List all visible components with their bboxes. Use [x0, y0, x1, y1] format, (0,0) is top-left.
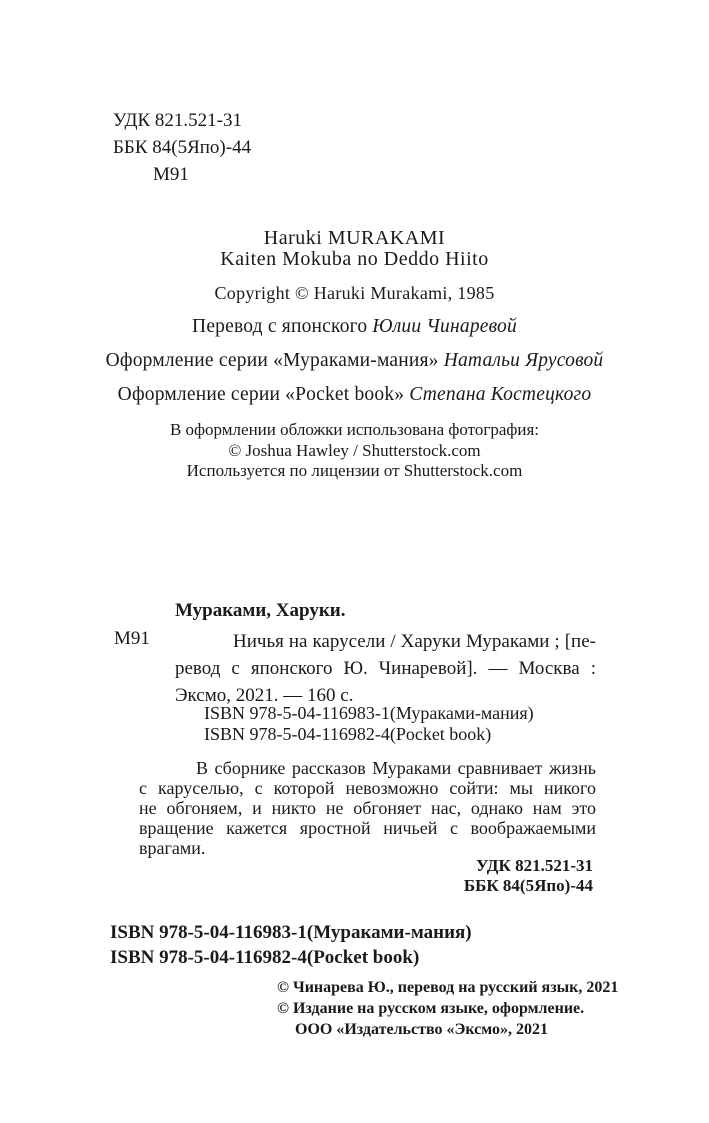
udk-code: УДК 821.521-31	[113, 110, 242, 131]
catalog-entry-line: ревод с японского Ю. Чинаревой]. — Москва :	[175, 658, 596, 679]
series-design-prefix-2: Оформление серии «Pocket book»	[117, 384, 410, 405]
edition-copyright-line: © Издание на русском языке, оформление.	[277, 1000, 585, 1017]
annotation-line: вращение кажется яростной ничьей с воображаемыми	[139, 818, 596, 838]
cover-photo-credit-line3: Используется по лицензии от Shutterstock.com	[186, 461, 523, 480]
bottom-isbn-pocket-book: ISBN 978-5-04-116982-4(Pocket book)	[110, 947, 420, 968]
cover-photo-credit-line1: В оформлении обложки использована фотография:	[169, 420, 540, 439]
annotation-line: В сборнике рассказов Мураками сравнивает жизнь	[196, 758, 596, 778]
series-design-credit-murakami-mania	[0, 350, 709, 372]
series-designer-name-2: Степана Костецкого	[409, 384, 592, 405]
original-title: Kaiten Mokuba no Deddo Hiito	[220, 248, 489, 270]
translator-name: Юлии Чинаревой	[372, 316, 517, 337]
series-design-prefix-1: Оформление серии «Мураками-мания»	[105, 350, 444, 371]
series-designer-name-1: Натальи Ярусовой	[443, 350, 604, 371]
bottom-isbn-murakami-mania: ISBN 978-5-04-116983-1(Мураками-мания)	[110, 922, 472, 943]
author-sign-code: М91	[153, 164, 189, 185]
annotation-line: с каруселью, с которой невозможно сойти: мы никого	[139, 778, 596, 798]
catalog-bbk-code: ББК 84(5Япо)-44	[463, 876, 593, 895]
translator-copyright-line: © Чинарева Ю., перевод на русский язык, 2021	[277, 979, 619, 996]
catalog-codes-right	[464, 856, 593, 896]
publisher-copyright-block	[277, 977, 618, 1040]
bbk-code: ББК 84(5Япо)-44	[113, 137, 252, 158]
bottom-isbn-block	[110, 920, 472, 970]
original-author: Haruki MURAKAMI	[263, 227, 446, 249]
catalog-udk-code: УДК 821.521-31	[476, 856, 593, 875]
catalog-entry-line: Ничья на карусели / Харуки Мураками ; [пе-	[233, 631, 596, 652]
catalog-entry	[175, 628, 596, 709]
translation-credit-prefix: Перевод с японского	[192, 316, 373, 337]
catalog-author-heading: Мураками, Харуки.	[175, 600, 346, 621]
catalog-isbn-list	[204, 703, 534, 745]
catalog-isbn-pocket-book: ISBN 978-5-04-116982-4(Pocket book)	[204, 724, 492, 744]
series-design-credit-pocket-book	[0, 384, 709, 406]
annotation-line: не обгоняем, и никто не обгоняет нас, однако нам это	[139, 798, 596, 818]
book-annotation	[139, 758, 596, 858]
catalog-entry-line: Эксмо, 2021. — 160 с.	[175, 685, 354, 706]
catalog-author-sign-code: М91	[114, 628, 150, 649]
translation-credit	[0, 316, 709, 338]
annotation-line: врагами.	[139, 838, 206, 858]
catalog-isbn-murakami-mania: ISBN 978-5-04-116983-1(Мураками-мания)	[204, 703, 534, 723]
original-copyright-notice: Copyright © Haruki Murakami, 1985	[214, 283, 495, 303]
cover-photo-credit-line2: © Joshua Hawley / Shutterstock.com	[228, 441, 481, 460]
publisher-line: ООО «Издательство «Эксмо», 2021	[295, 1021, 548, 1038]
